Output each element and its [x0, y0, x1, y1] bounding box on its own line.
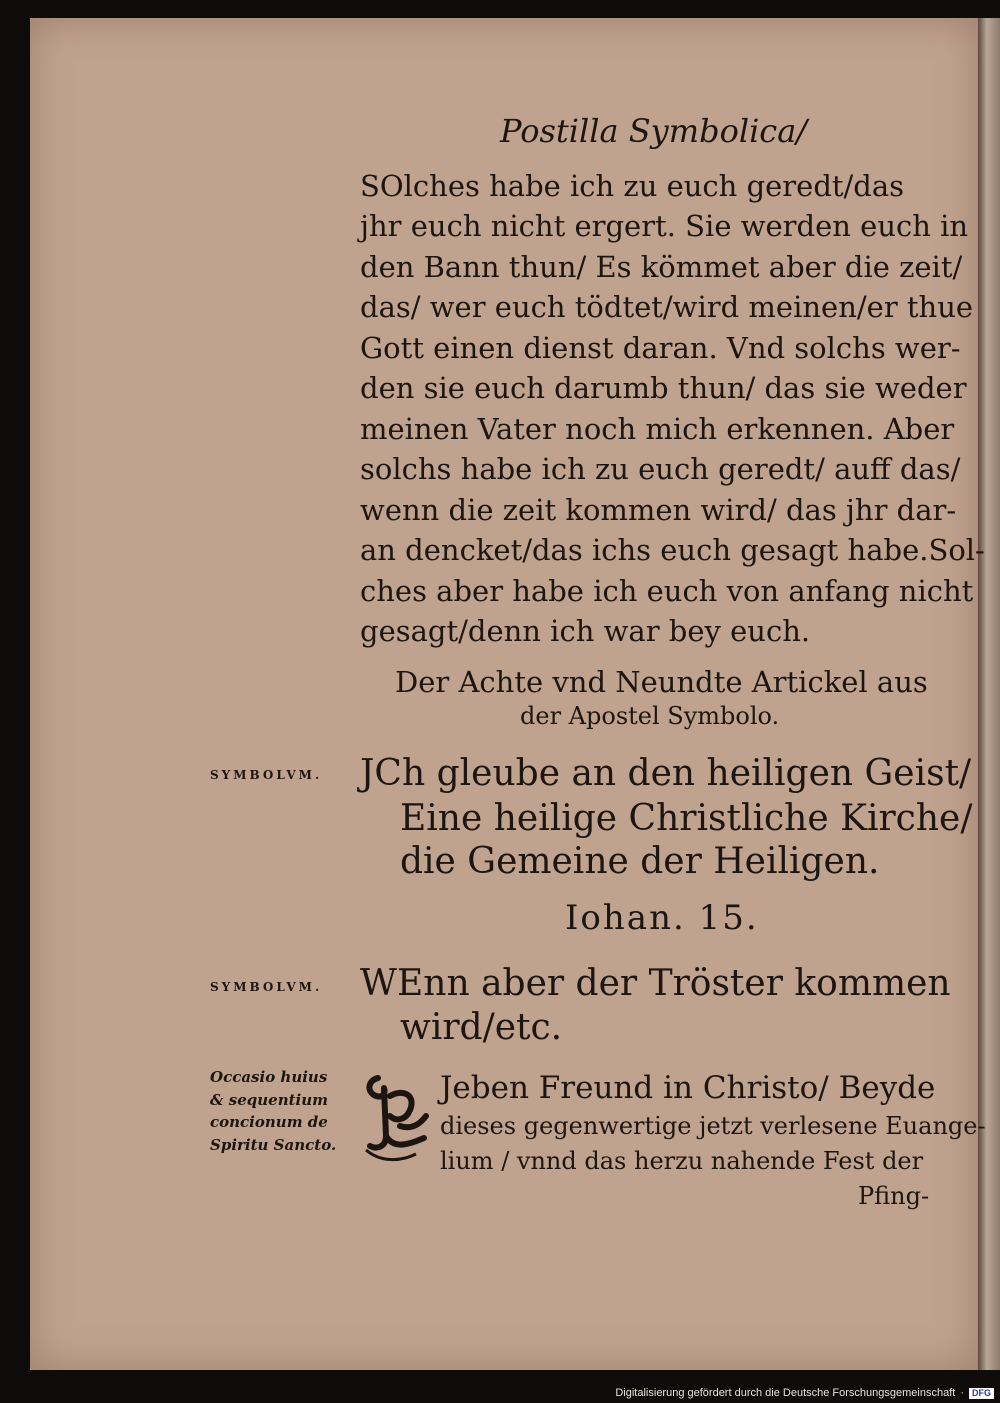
passage-line: meinen Vater noch mich erkennen. Aber	[360, 412, 955, 446]
passage-line: den sie euch darumb thun/ das sie weder	[360, 371, 967, 405]
margin-note-line: Spiritu Sancto.	[210, 1135, 337, 1154]
creed-line: JCh gleube an den heiligen Geist/	[360, 753, 972, 794]
passage-line: wenn die zeit kommen wird/ das jhr dar-	[360, 493, 957, 527]
passage-line: ches aber habe ich euch von anfang nicht	[360, 574, 974, 608]
footer-separator: ·	[960, 1387, 964, 1399]
passage-line: SOlches habe ich zu euch geredt/das	[360, 169, 905, 203]
margin-note-line: Occasio huius	[210, 1068, 328, 1086]
passage-line: an dencket/das ichs euch gesagt habe.Sol-	[360, 533, 985, 567]
passage-line: solchs habe ich zu euch geredt/ auff das/	[360, 452, 961, 486]
margin-note	[210, 1066, 336, 1156]
margin-note-line: & sequentium	[210, 1090, 329, 1109]
decorated-initial-icon	[360, 1066, 432, 1166]
digitization-footer	[600, 1386, 994, 1400]
margin-note-line: concionum de	[210, 1113, 328, 1131]
creed-line: Eine heilige Christliche Kirche/	[400, 798, 973, 839]
passage-line: den Bann thun/ Es kömmet aber die zeit/	[360, 250, 963, 284]
sermon-line: lium / vnnd das herzu nahende Fest der	[440, 1147, 924, 1175]
comforter-line: WEnn aber der Tröster kommen	[360, 963, 951, 1004]
symbolum-margin-label: SYMBOLVM.	[210, 980, 323, 994]
sermon-line: dieses gegenwertige jetzt verlesene Euange-	[440, 1112, 986, 1140]
creed-line: die Gemeine der Heiligen.	[400, 841, 880, 882]
passage-line: das/ wer euch tödtet/wird meinen/er thue	[360, 290, 974, 324]
passage-line: gesagt/denn ich war bey euch.	[360, 614, 811, 648]
scripture-reference: Iohan. 15.	[565, 898, 759, 938]
dfg-logo: DFG	[969, 1388, 994, 1399]
article-heading: Der Achte vnd Neundte Artickel aus	[395, 665, 928, 699]
symbolum-margin-label: SYMBOLVM.	[210, 768, 323, 782]
comforter-line: wird/etc.	[400, 1007, 563, 1048]
passage-line: Gott einen dienst daran. Vnd solchs wer-	[360, 331, 961, 365]
sermon-line: Jeben Freund in Christo/ Beyde	[440, 1070, 936, 1106]
page-edge	[978, 18, 1000, 1370]
article-subheading: der Apostel Symbolo.	[520, 702, 780, 730]
passage-line: jhr euch nicht ergert. Sie werden euch in	[360, 209, 969, 243]
catchword: Pfing-	[858, 1182, 930, 1210]
footer-text: Digitalisierung gefördert durch die Deutsche Forschungsgemeinschaft	[615, 1387, 956, 1399]
running-head: Postilla Symbolica/	[500, 112, 808, 150]
